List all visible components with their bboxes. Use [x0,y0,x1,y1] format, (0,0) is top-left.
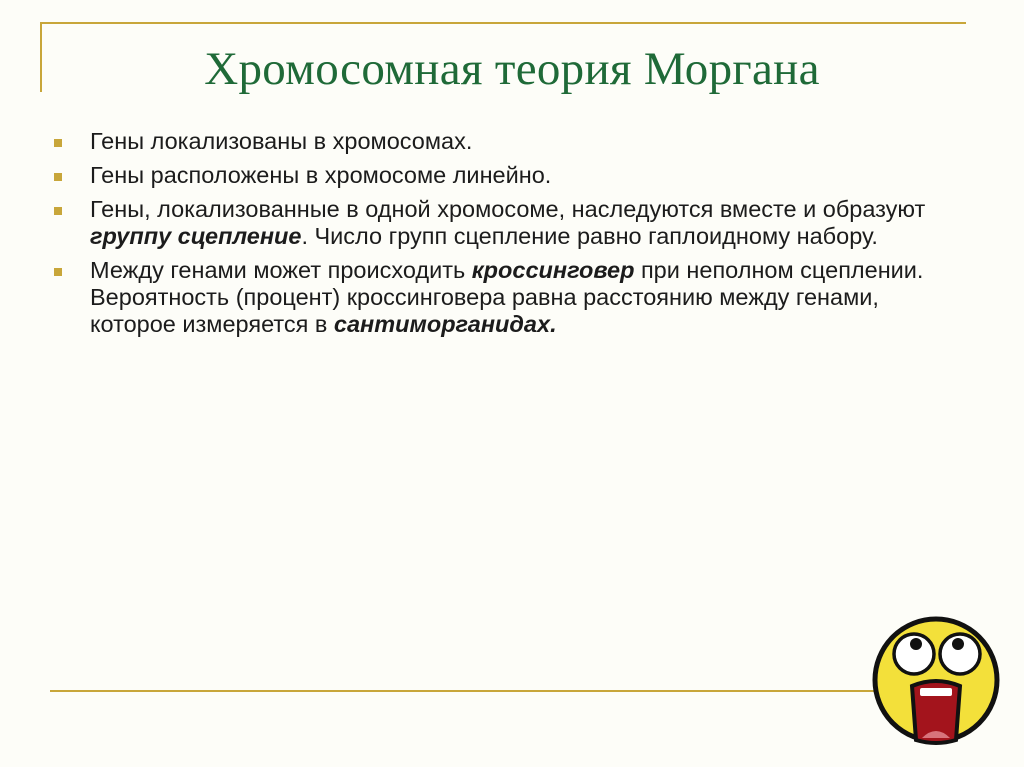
bullet-list [52,128,952,345]
bullet-text: Гены, локализованные в одной хромосоме, наследуются вместе и образуют [90,196,926,222]
term-centimorgans: сантиморганидах. [333,311,557,337]
bullet-text: Гены локализованы в хромосомах. [90,128,473,154]
bullet-marker-icon [54,207,62,215]
term-crossing-over: кроссинговер [471,257,635,283]
top-border-line [40,22,966,24]
surprised-emoji-icon [870,614,1002,746]
bullet-marker-icon [54,139,62,147]
bullet-text: Между генами может происходить [90,257,472,283]
bullet-text: . Число групп сцепление равно гаплоидному набору. [301,223,878,249]
bullet-marker-icon [54,173,62,181]
bullet-item-3 [52,196,952,250]
bullet-marker-icon [54,268,62,276]
bottom-border-line [50,690,880,692]
term-linkage-group: группу сцепление [90,223,302,249]
bullet-item-4 [52,257,952,338]
bullet-text: Гены расположены в хромосоме линейно. [90,162,552,188]
bullet-item-2 [52,162,952,189]
bullet-text: при неполном сцеплении. Вероятность (процент) кроссинговера равна расстоянию между генами, которое измеряется в [90,257,924,337]
bullet-item-1 [52,128,952,155]
slide-title: Хромосомная теория Моргана [204,43,820,95]
